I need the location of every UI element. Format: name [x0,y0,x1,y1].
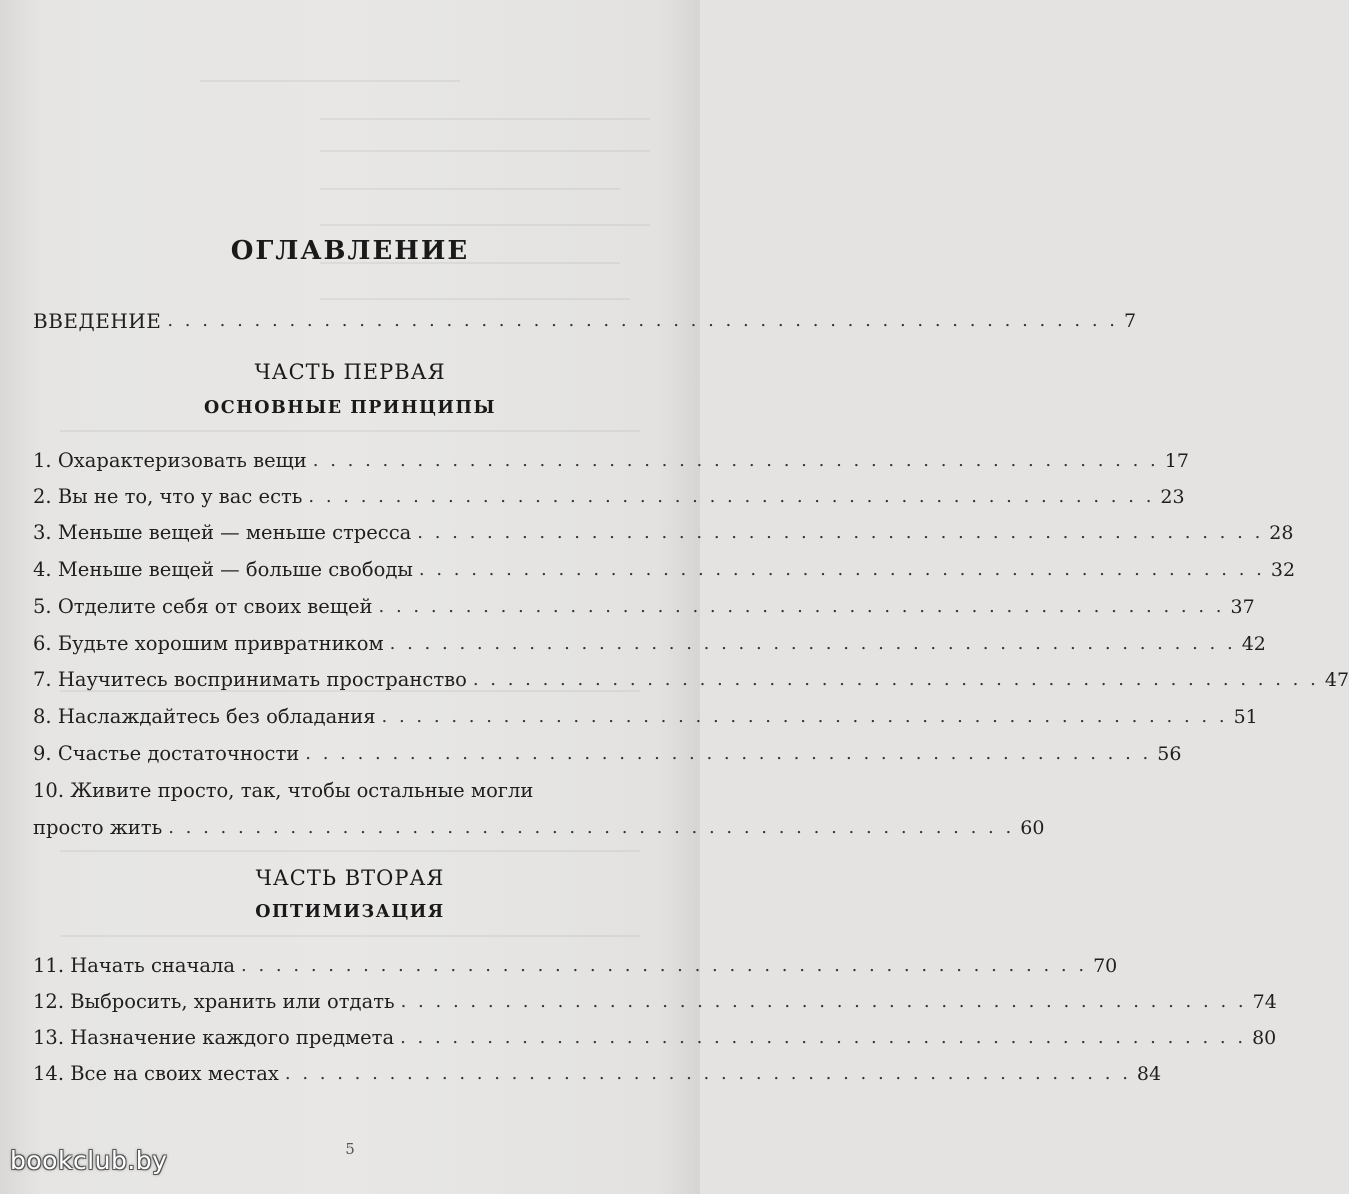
part-1-heading: ЧАСТЬ ПЕРВАЯ [254,360,446,384]
chapter-page: 23 [1160,486,1185,508]
toc-entry-page: 7 [1124,310,1137,332]
toc-entry-chapter-9[interactable] [33,739,1182,769]
chapter-title: Отделите себя от своих вещей [57,595,373,618]
toc-entry-chapter-8[interactable] [33,702,1258,732]
chapter-page: 74 [1252,991,1277,1013]
toc-entry-chapter-4[interactable] [33,555,1296,585]
toc-entry-introduction[interactable] [33,306,1137,336]
chapter-number: 2. [33,485,58,508]
chapter-title: Научитесь воспринимать пространство [57,668,467,691]
chapter-page: 42 [1241,633,1266,655]
dot-leader: . . . . . . . . . . . . . . . . . . . . . . . . . . . . . . . . . . . . . . . . . . . . . . . . . [305,743,1152,764]
chapter-page: 28 [1269,522,1294,544]
page-title: ОГЛАВЛЕНИЕ [230,236,470,266]
chapter-page: 84 [1136,1063,1162,1085]
toc-entry-title: ВВЕДЕНИЕ [33,309,162,333]
dot-leader: . . . . . . . . . . . . . . . . . . . . . . . . . . . . . . . . . . . . . . . . . . . . . . . . . [241,955,1088,976]
toc-entry-chapter-11[interactable] [33,951,1118,981]
chapter-title-continuation: просто жить [33,816,163,839]
dot-leader: . . . . . . . . . . . . . . . . . . . . . . . . . . . . . . . . . . . . . . . . . . . . . . . . . [400,991,1247,1012]
toc-entry-chapter-12[interactable] [33,987,1277,1017]
dot-leader: . . . . . . . . . . . . . . . . . . . . . . . . . . . . . . . . . . . . . . . . . . . . . . . . . [378,596,1225,617]
chapter-page: 37 [1230,596,1255,618]
dot-leader: . . . . . . . . . . . . . . . . . . . . . . . . . . . . . . . . . . . . . . . . . . . . . . . . . [168,817,1015,838]
chapter-number: 6. [33,632,58,655]
chapter-title: Назначение каждого предмета [70,1026,395,1049]
chapter-number: 1. [33,449,58,472]
part-2-heading: ЧАСТЬ ВТОРАЯ [255,866,445,890]
chapter-page: 47 [1324,669,1349,691]
toc-entry-chapter-2[interactable] [33,482,1185,512]
chapter-title: Все на своих местах [70,1062,279,1085]
chapter-page: 32 [1270,559,1296,581]
toc-entry-chapter-6[interactable] [33,629,1266,659]
dot-leader: . . . . . . . . . . . . . . . . . . . . . . . . . . . . . . . . . . . . . . . . . . . . . . . . . [418,559,1265,580]
chapter-title: Меньше вещей — больше свободы [57,558,413,581]
toc-entry-chapter-7[interactable] [33,665,1349,695]
part-2-subheading: ОПТИМИЗАЦИЯ [255,902,445,922]
chapter-title: Охарактеризовать вещи [57,449,307,472]
chapter-title: Вы не то, что у вас есть [57,485,303,508]
chapter-number: 14. [33,1062,71,1085]
chapter-title: Начать сначала [70,954,236,977]
chapter-number: 5. [33,595,58,618]
chapter-page: 70 [1093,955,1118,977]
dot-leader: . . . . . . . . . . . . . . . . . . . . . . . . . . . . . . . . . . . . . . . . . . . . . . . . . [417,522,1264,543]
chapter-number: 10. [33,779,65,802]
chapter-number: 3. [33,521,58,544]
toc-entry-chapter-14[interactable] [33,1059,1162,1089]
dot-leader: . . . . . . . . . . . . . . . . . . . . . . . . . . . . . . . . . . . . . . . . . . . . . . . . . [400,1027,1247,1048]
dot-leader: . . . . . . . . . . . . . . . . . . . . . . . . . . . . . . . . . . . . . . . . . . . . . . . . . [284,1063,1131,1084]
dot-leader: . . . . . . . . . . . . . . . . . . . . . . . . . . . . . . . . . . . . . . . . . . . . . . . . . [389,633,1236,654]
dot-leader: . . . . . . . . . . . . . . . . . . . . . . . . . . . . . . . . . . . . . . . . . . . . . . . . . [381,706,1228,727]
chapter-number: 12. [33,990,71,1013]
toc-entry-chapter-10-line-2[interactable] [33,813,1045,843]
chapter-number: 13. [33,1026,71,1049]
chapter-title: Наслаждайтесь без обладания [57,705,376,728]
chapter-number: 8. [33,705,58,728]
dot-leader: . . . . . . . . . . . . . . . . . . . . . . . . . . . . . . . . . . . . . . . . . . . . . . . . . . . . . . . [167,310,1119,331]
chapter-title: Счастье достаточности [57,742,300,765]
page-number: 5 [345,1140,355,1158]
chapter-page: 56 [1157,743,1182,765]
chapter-page: 51 [1233,706,1258,728]
chapter-number: 11. [33,954,71,977]
chapter-title: Будьте хорошим привратником [57,632,384,655]
site-watermark: bookclub.by [10,1146,168,1175]
chapter-title: Живите просто, так, чтобы остальные могли [70,779,534,802]
toc-entry-chapter-10-line-1[interactable] [33,776,533,806]
chapter-number: 9. [33,742,58,765]
toc-entry-chapter-13[interactable] [33,1023,1277,1053]
toc-entry-chapter-3[interactable] [33,518,1294,548]
dot-leader: . . . . . . . . . . . . . . . . . . . . . . . . . . . . . . . . . . . . . . . . . . . . . . . . . [308,486,1155,507]
chapter-page: 60 [1020,817,1045,839]
chapter-title: Меньше вещей — меньше стресса [57,521,412,544]
dot-leader: . . . . . . . . . . . . . . . . . . . . . . . . . . . . . . . . . . . . . . . . . . . . . . . . . [312,450,1159,471]
toc-entry-chapter-1[interactable] [33,446,1189,476]
chapter-page: 80 [1252,1027,1277,1049]
dot-leader: . . . . . . . . . . . . . . . . . . . . . . . . . . . . . . . . . . . . . . . . . . . . . . . . . [472,669,1319,690]
part-1-subheading: ОСНОВНЫЕ ПРИНЦИПЫ [204,398,496,418]
chapter-title: Выбросить, хранить или отдать [70,990,395,1013]
chapter-page: 17 [1164,450,1189,472]
toc-entry-chapter-5[interactable] [33,592,1255,622]
chapter-number: 4. [33,558,58,581]
chapter-number: 7. [33,668,58,691]
